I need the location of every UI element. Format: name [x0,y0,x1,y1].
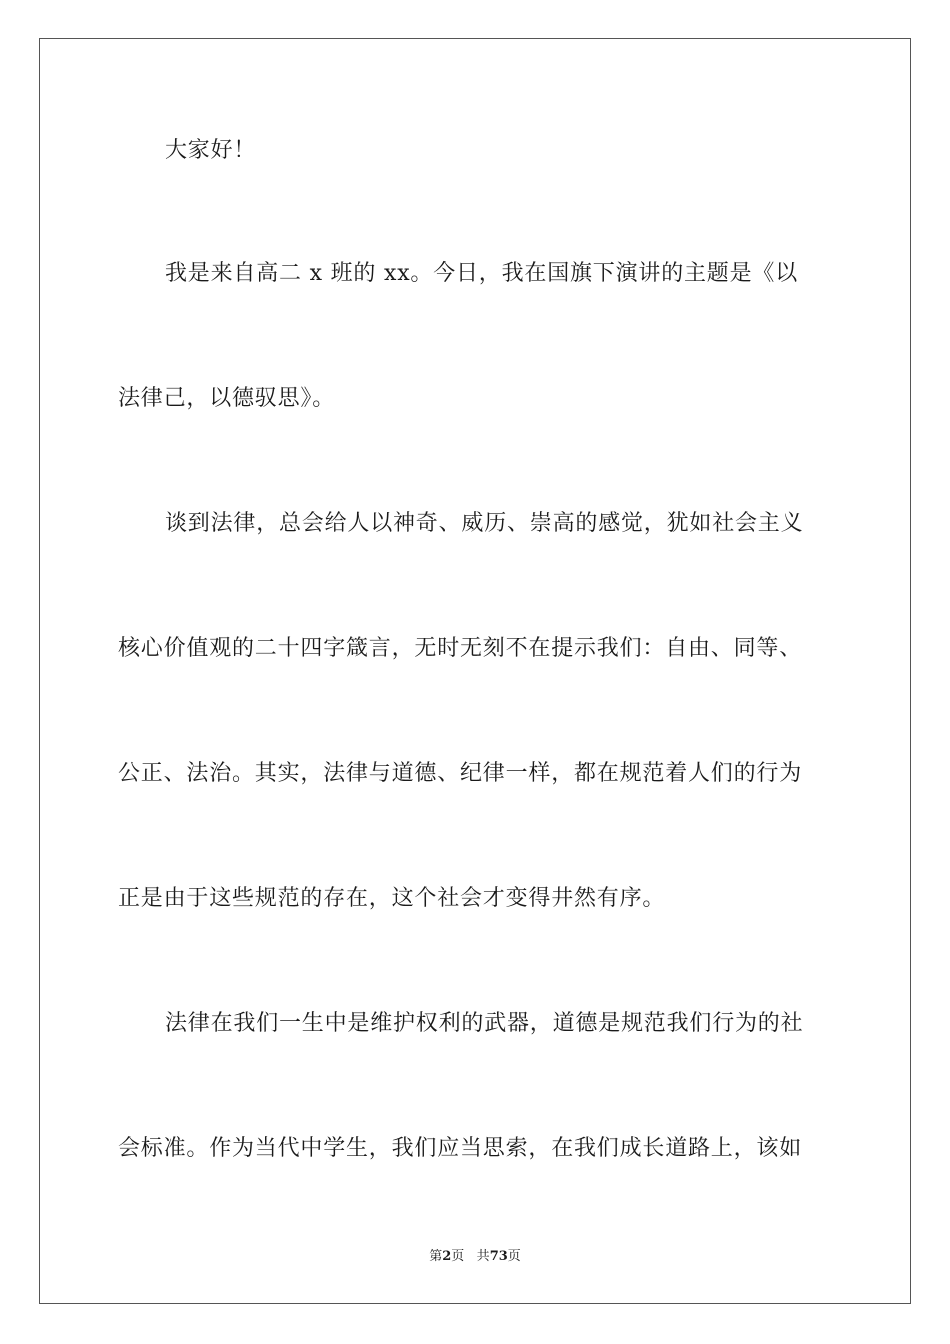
total-suffix: 页 [507,1249,521,1264]
paragraph-line: 公正、法治。其实，法律与道德、纪律一样，都在规范着人们的行为 [118,761,803,786]
paragraph-line: 会标准。作为当代中学生，我们应当思索，在我们成长道路上，该如 [118,1136,803,1161]
paragraph-line: 我是来自高二 x 班的 xx。今日，我在国旗下演讲的主题是《以 [165,261,799,286]
paragraph-line: 大家好！ [165,138,257,163]
total-prefix: 共 [476,1249,490,1264]
paragraph-line: 谈到法律，总会给人以神奇、威历、崇高的感觉，犹如社会主义 [165,511,804,536]
page-suffix: 页 [451,1249,465,1264]
page-footer [0,1248,950,1266]
paragraph-line: 法律在我们一生中是维护权利的武器，道德是规范我们行为的社 [165,1011,804,1036]
page-prefix: 第 [429,1249,443,1264]
paragraph-line: 核心价值观的二十四字箴言，无时无刻不在提示我们：自由、同等、 [118,636,803,661]
page-number: 2 [442,1249,452,1264]
page-frame [39,38,911,1304]
paragraph-line: 正是由于这些规范的存在，这个社会才变得井然有序。 [118,886,666,911]
total-pages: 73 [489,1249,508,1264]
paragraph-line: 法律己，以德驭思》。 [118,386,336,411]
